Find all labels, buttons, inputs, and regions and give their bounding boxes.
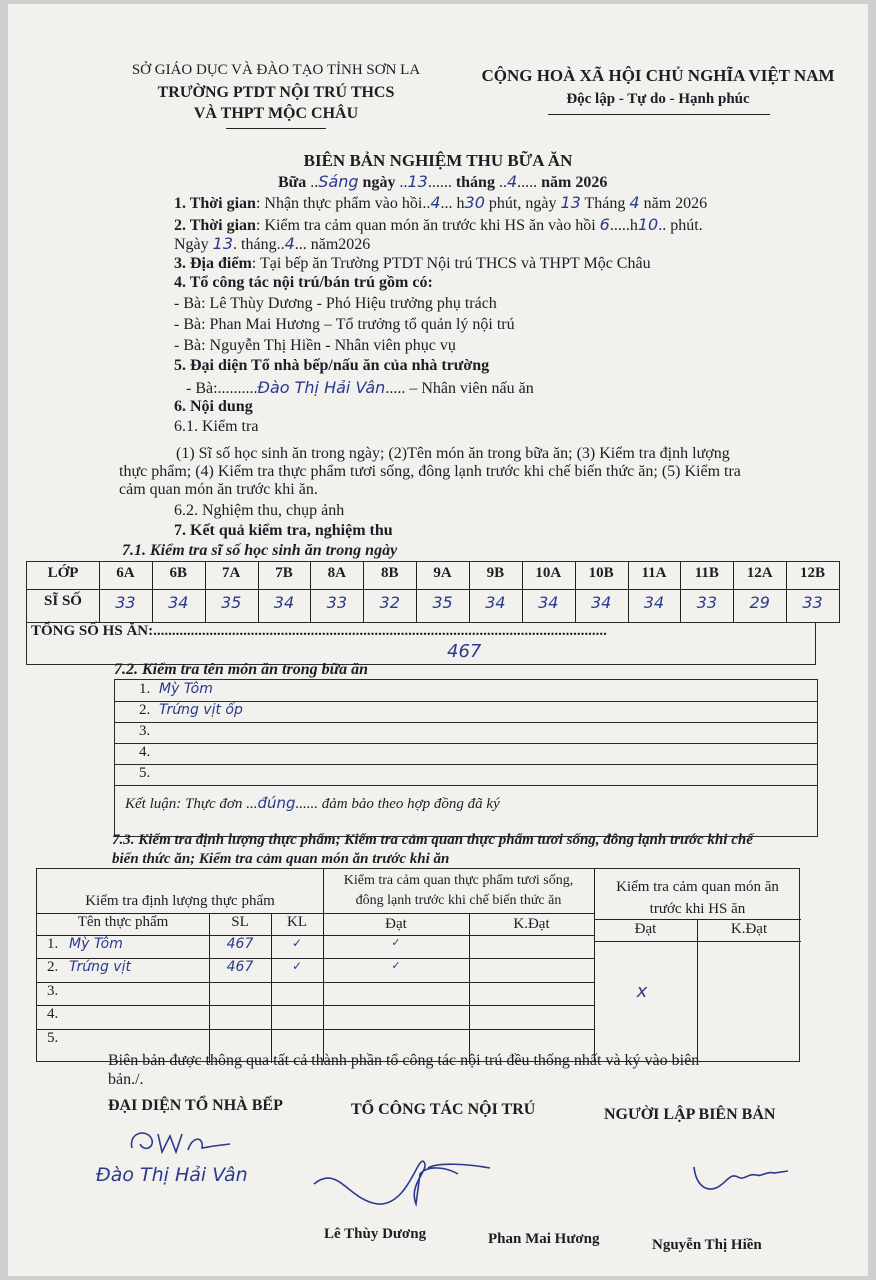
class-count: 33 (696, 593, 718, 612)
hour-unit: h (456, 195, 465, 212)
section-1: 1. Thời gian: Nhận thực phẩm vào hồi..4... h30 phút, ngày 13 Tháng 4 năm 2026 (174, 193, 708, 212)
section-1-label: 1. Thời gian (174, 195, 256, 212)
school-name-line2: VÀ THPT MỘC CHÂU (193, 105, 359, 122)
food-quantity: 467 (226, 959, 254, 975)
class-count-table (26, 561, 840, 623)
food-row-number: 2. (47, 959, 59, 975)
class-count: 29 (749, 593, 770, 612)
kitchen-rep-name: Đào Thị Hải Vân (257, 378, 386, 397)
member-3: - Bà: Nguyễn Thị Hiền - Nhân viên phục vụ (174, 337, 456, 354)
section-6-para-line3: cảm quan món ăn trước khi ăn. (119, 481, 318, 498)
day-label: ngày (362, 174, 396, 191)
food-row-number: 1. (47, 936, 59, 952)
department-name: SỞ GIÁO DỤC VÀ ĐÀO TẠO TỈNH SƠN LA (131, 62, 421, 78)
section-7-label: 7. Kết quả kiểm tra, nghiệm thu (174, 522, 393, 539)
dish-table (114, 679, 818, 837)
check-minute-unit: phút. (670, 217, 703, 234)
fresh-check-header-2: đông lạnh trước khi chế biến thức ăn (355, 893, 562, 908)
section-2-date: Ngày 13. tháng..4... năm2026 (174, 234, 371, 253)
section-2-label: 2. Thời gian (174, 217, 256, 234)
class-label: 7A (221, 565, 241, 581)
dish-row-number: 1. (139, 681, 151, 697)
dish-pass-mark: x (636, 981, 648, 1002)
meal-value: Sáng (318, 172, 359, 191)
kitchen-rep-line: - Bà:..........Đào Thị Hải Vân..... – Nhân viên nấu ăn (186, 378, 534, 397)
month-value: 4 (506, 172, 518, 191)
class-label: 11B (694, 565, 719, 581)
receive-day: 13 (560, 193, 581, 212)
class-label: 12B (800, 565, 826, 581)
class-label: 6A (116, 565, 135, 581)
total-students-box (26, 623, 816, 665)
dish-row-number: 4. (139, 744, 151, 760)
board-sign-title: TỔ CÔNG TÁC NỘI TRÚ (351, 1101, 536, 1118)
kitchen-rep-role: – Nhân viên nấu ăn (409, 380, 534, 397)
kitchen-signature (118, 1122, 238, 1158)
dish-check-header-1: Kiểm tra cảm quan món ăn (616, 879, 779, 895)
fresh-pass-check: ✓ (391, 959, 401, 972)
table-7-3-title-line1: 7.3. Kiểm tra định lượng thực phẩm; Kiểm tra cảm quan thực phẩm tươi sống, đông lạnh trước khi chế (112, 832, 753, 848)
food-row-number: 3. (47, 983, 59, 999)
meal-date-line: Bữa ..Sáng ngày ..13...... tháng ..4..... năm 2026 (278, 172, 608, 191)
dish-check-header-2: trước khi HS ăn (649, 901, 746, 917)
kitchen-sign-title: ĐẠI DIỆN TỔ NHÀ BẾP (108, 1097, 283, 1114)
section-6-2: 6.2. Nghiệm thu, chụp ảnh (174, 502, 345, 519)
check-month: 4 (284, 234, 295, 253)
section-6-label: 6. Nội dung (174, 398, 253, 415)
food-check-table (36, 868, 800, 1062)
receive-month: 4 (629, 193, 640, 212)
month-label: tháng (455, 174, 495, 191)
class-label: 8B (380, 565, 399, 581)
food-row-number: 4. (47, 1006, 59, 1022)
class-label: 9A (433, 565, 452, 581)
year-text: năm 2026 (643, 195, 708, 212)
class-count: 33 (326, 593, 348, 612)
document-title: BIÊN BẢN NGHIỆM THU BỮA ĂN (303, 151, 573, 170)
section-5-label: 5. Đại diện Tổ nhà bếp/nấu ăn của nhà trường (174, 357, 490, 374)
section-3-label: 3. Địa điểm (174, 255, 252, 272)
dish-row (115, 743, 817, 765)
dish-row (115, 764, 817, 786)
receive-minute: 30 (464, 193, 485, 212)
col-dish-pass: Đạt (634, 921, 657, 937)
class-label: 11A (641, 565, 667, 581)
nation-title: CỘNG HOÀ XÃ HỘI CHỦ NGHĨA VIỆT NAM (481, 66, 835, 85)
fresh-pass-check: ✓ (391, 936, 401, 949)
section-3 (174, 255, 651, 273)
col-fresh-pass: Đạt (385, 916, 407, 932)
section-6-1: 6.1. Kiểm tra (174, 418, 259, 435)
class-count: 34 (273, 593, 295, 612)
school-name-line1: TRƯỜNG PTDT NỘI TRÚ THCS (157, 84, 395, 101)
dish-row-number: 5. (139, 765, 151, 781)
class-label: 8A (327, 565, 347, 581)
class-count: 32 (379, 593, 400, 612)
dish-name: Mỳ Tôm (159, 681, 213, 697)
fresh-check-header-1: Kiểm tra cảm quan thực phẩm tươi sống, (343, 873, 574, 888)
receive-hour: 4 (430, 193, 441, 212)
section-1-text: : Nhận thực phẩm vào hồi (255, 195, 423, 212)
class-count: 34 (538, 593, 559, 612)
class-count: 34 (643, 593, 665, 612)
board-signer-1: Lê Thùy Dương (324, 1226, 427, 1242)
meal-label: Bữa (278, 174, 307, 191)
food-weight-check: ✓ (291, 936, 303, 950)
dish-row-number: 3. (139, 723, 151, 739)
conclusion-prefix: Kết luận: Thực đơn (125, 796, 243, 812)
class-label: 10A (535, 565, 562, 581)
dish-row (115, 701, 817, 723)
class-header-label: LỚP (47, 565, 79, 581)
class-label: 6B (169, 565, 188, 581)
member-2: - Bà: Phan Mai Hương – Tổ trưởng tổ quản lý nội trú (174, 316, 515, 333)
class-count: 35 (220, 593, 242, 612)
section-2-text: : Kiểm tra cảm quan món ăn trước khi HS ăn vào hồi (255, 217, 596, 234)
table-7-1-title: 7.1. Kiểm tra sĩ số học sinh ăn trong ngày (122, 542, 398, 559)
board-signature (308, 1144, 498, 1214)
closing-line2: bản./. (108, 1071, 144, 1088)
document-page (8, 4, 868, 1276)
class-label: 10B (588, 565, 614, 581)
header-right-underline (548, 114, 770, 115)
table-7-2-title: 7.2. Kiểm tra tên món ăn trong bữa ăn (114, 661, 369, 678)
conclusion-value: đúng (257, 794, 296, 812)
food-row-number: 5. (47, 1030, 59, 1046)
author-signer-name: Nguyễn Thị Hiền (652, 1237, 762, 1253)
closing-line1: Biên bản được thông qua tất cả thành phần tổ công tác nội trú đều thống nhất và ký vào biên (108, 1052, 700, 1069)
class-label: 9B (486, 565, 505, 581)
year-label: năm 2026 (541, 174, 608, 191)
total-value: 467 (447, 641, 482, 662)
kitchen-rep-prefix: - Bà: (186, 380, 218, 397)
col-weight: KL (287, 914, 307, 930)
food-name: Mỳ Tôm (69, 936, 123, 952)
col-quantity: SL (231, 914, 249, 930)
total-label: TỔNG SỐ HS ĂN:......................................................................................................................... (31, 623, 607, 639)
check-day-label: Ngày (174, 236, 209, 253)
class-count: 35 (432, 593, 453, 612)
count-header-label: SĨ SỐ (44, 593, 82, 609)
conclusion-line: Kết luận: Thực đơn ...đúng...... đảm bảo theo hợp đồng đã ký (125, 794, 500, 812)
check-year: năm2026 (310, 236, 371, 253)
dish-name: Trứng vịt ốp (159, 702, 243, 718)
class-count: 34 (590, 593, 612, 612)
check-month-label: tháng (241, 236, 277, 253)
dish-row (115, 722, 817, 744)
day-value: 13 (407, 172, 428, 191)
quantity-check-header: Kiểm tra định lượng thực phẩm (85, 893, 275, 909)
col-food-name: Tên thực phẩm (77, 914, 169, 930)
section-2: 2. Thời gian: Kiểm tra cảm quan món ăn trước khi HS ăn vào hồi 6.....h10.. phút. (174, 215, 703, 234)
col-fresh-fail: K.Đạt (513, 916, 550, 932)
col-dish-fail: K.Đạt (730, 921, 768, 937)
author-sign-title: NGƯỜI LẬP BIÊN BẢN (604, 1106, 776, 1123)
header-left-underline (226, 128, 326, 129)
class-count: 34 (485, 593, 506, 612)
class-count: 33 (115, 593, 136, 612)
class-label: 12A (746, 565, 773, 581)
board-signer-2: Phan Mai Hương (488, 1231, 600, 1247)
class-label: 7B (275, 565, 293, 581)
motto: Độc lập - Tự do - Hạnh phúc (566, 91, 750, 107)
month-text: Tháng (584, 195, 626, 212)
food-weight-check: ✓ (291, 959, 303, 973)
check-minute: 10 (637, 215, 659, 234)
kitchen-signer-name: Đào Thị Hải Vân (96, 1164, 248, 1186)
dish-row (115, 680, 817, 702)
minute-unit: phút, ngày (488, 195, 557, 212)
section-6-para-line1: (1) Sĩ số học sinh ăn trong ngày; (2)Tên món ăn trong bữa ăn; (3) Kiểm tra định lượng (176, 445, 730, 462)
check-day: 13 (212, 234, 234, 253)
check-hour: 6 (599, 215, 610, 234)
food-quantity: 467 (226, 936, 254, 952)
section-3-text: : Tại bếp ăn Trường PTDT Nội trú THCS và THPT Mộc Châu (251, 255, 651, 272)
food-name: Trứng vịt (69, 959, 131, 975)
check-hour-unit: h (629, 217, 638, 234)
class-count: 34 (168, 593, 189, 612)
dish-row-number: 2. (139, 702, 151, 718)
author-signature (688, 1159, 798, 1199)
member-1: - Bà: Lê Thùy Dương - Phó Hiệu trưởng phụ trách (174, 295, 497, 312)
conclusion-suffix: đảm bảo theo hợp đồng đã ký (321, 796, 500, 812)
section-4-label: 4. Tổ công tác nội trú/bán trú gồm có: (174, 274, 433, 291)
table-7-3-title-line2: biến thức ăn; Kiểm tra cảm quan món ăn trước khi ăn (112, 851, 450, 867)
class-count: 33 (802, 593, 823, 612)
section-6-para-line2: thực phẩm; (4) Kiểm tra thực phẩm tươi sống, đông lạnh trước khi chế biến thức ăn; (5) Kiểm tra (119, 463, 741, 480)
